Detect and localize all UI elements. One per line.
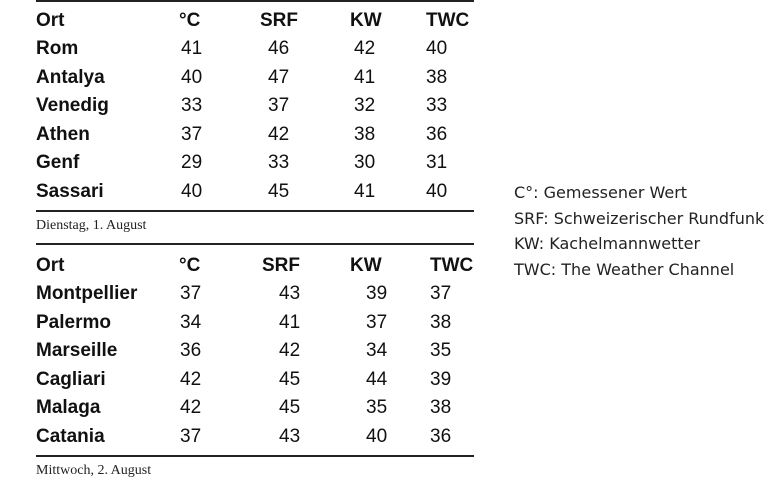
header-kw: KW bbox=[350, 255, 382, 276]
cell-ort: Cagliari bbox=[36, 368, 106, 390]
table-row bbox=[36, 178, 474, 206]
table-row bbox=[36, 121, 474, 149]
header-kw: KW bbox=[350, 10, 382, 31]
cell-ort: Montpellier bbox=[36, 283, 138, 304]
cell-celsius: 37 bbox=[180, 425, 202, 447]
cell-twc: 38 bbox=[426, 66, 448, 88]
cell-srf: 45 bbox=[279, 397, 301, 418]
cell-srf: 33 bbox=[268, 152, 290, 173]
table-row bbox=[36, 92, 474, 120]
table-row bbox=[36, 309, 474, 337]
cell-twc: 36 bbox=[426, 123, 448, 145]
cell-ort: Antalya bbox=[36, 66, 105, 88]
cell-celsius: 41 bbox=[181, 38, 203, 59]
cell-celsius: 33 bbox=[181, 95, 203, 116]
cell-ort: Catania bbox=[36, 425, 105, 447]
cell-ort: Malaga bbox=[36, 397, 101, 418]
cell-kw: 40 bbox=[366, 425, 388, 447]
cell-celsius: 29 bbox=[181, 152, 203, 173]
cell-ort: Genf bbox=[36, 152, 80, 173]
table-header bbox=[36, 252, 474, 280]
cell-srf: 43 bbox=[279, 283, 301, 304]
table-row bbox=[36, 64, 474, 92]
table-caption: Dienstag, 1. August bbox=[36, 218, 147, 233]
cell-srf: 43 bbox=[279, 425, 301, 447]
cell-kw: 39 bbox=[366, 283, 388, 304]
table-row bbox=[36, 35, 474, 63]
cell-twc: 33 bbox=[426, 95, 448, 116]
cell-srf: 42 bbox=[268, 123, 290, 145]
cell-ort: Venedig bbox=[36, 95, 109, 116]
cell-srf: 37 bbox=[268, 95, 290, 116]
cell-kw: 42 bbox=[354, 38, 376, 59]
header-ort: Ort bbox=[36, 255, 65, 276]
header-celsius: °C bbox=[179, 255, 201, 276]
table-row bbox=[36, 394, 474, 422]
header-celsius: °C bbox=[179, 10, 201, 31]
cell-celsius: 40 bbox=[181, 180, 203, 202]
cell-ort: Marseille bbox=[36, 340, 118, 361]
cell-kw: 35 bbox=[366, 397, 388, 418]
header-twc: TWC bbox=[426, 10, 470, 31]
cell-twc: 38 bbox=[430, 397, 452, 418]
header-ort: Ort bbox=[36, 10, 65, 31]
table-row bbox=[36, 366, 474, 394]
cell-kw: 30 bbox=[354, 152, 376, 173]
cell-srf: 47 bbox=[268, 66, 290, 88]
cell-celsius: 37 bbox=[180, 283, 202, 304]
cell-srf: 42 bbox=[279, 340, 301, 361]
legend-twc: TWC: The Weather Channel bbox=[514, 259, 735, 279]
legend-celsius: C°: Gemessener Wert bbox=[514, 183, 688, 202]
header-twc: TWC bbox=[430, 255, 474, 276]
table-row bbox=[36, 423, 474, 451]
header-srf: SRF bbox=[260, 10, 298, 31]
table-header bbox=[36, 7, 474, 35]
table-row bbox=[36, 337, 474, 365]
cell-kw: 41 bbox=[354, 180, 376, 202]
cell-ort: Rom bbox=[36, 38, 79, 59]
legend-kw: KW: Kachelmannwetter bbox=[514, 234, 701, 253]
cell-ort: Palermo bbox=[36, 311, 111, 333]
table-top-rule bbox=[36, 243, 474, 245]
cell-twc: 37 bbox=[430, 283, 452, 304]
cell-celsius: 42 bbox=[180, 397, 202, 418]
cell-twc: 36 bbox=[430, 425, 452, 447]
legend-srf: SRF: Schweizerischer Rundfunk bbox=[514, 208, 765, 228]
cell-srf: 46 bbox=[268, 38, 290, 59]
cell-kw: 37 bbox=[366, 311, 388, 333]
cell-twc: 40 bbox=[426, 38, 448, 59]
header-srf: SRF bbox=[262, 255, 300, 276]
cell-celsius: 34 bbox=[180, 311, 202, 333]
legend bbox=[514, 180, 764, 282]
cell-celsius: 42 bbox=[180, 368, 202, 390]
cell-celsius: 40 bbox=[181, 66, 203, 88]
cell-twc: 39 bbox=[430, 368, 452, 390]
cell-srf: 45 bbox=[279, 368, 301, 390]
cell-ort: Sassari bbox=[36, 180, 104, 202]
cell-celsius: 36 bbox=[180, 340, 202, 361]
cell-twc: 31 bbox=[426, 152, 448, 173]
table-caption: Mittwoch, 2. August bbox=[36, 463, 152, 478]
cell-srf: 45 bbox=[268, 180, 290, 202]
cell-kw: 32 bbox=[354, 95, 376, 116]
table-bottom-rule bbox=[36, 210, 474, 212]
cell-srf: 41 bbox=[279, 311, 301, 333]
cell-kw: 34 bbox=[366, 340, 388, 361]
cell-celsius: 37 bbox=[181, 123, 203, 145]
cell-twc: 40 bbox=[426, 180, 448, 202]
cell-kw: 41 bbox=[354, 66, 376, 88]
cell-twc: 38 bbox=[430, 311, 452, 333]
cell-twc: 35 bbox=[430, 340, 452, 361]
table-row bbox=[36, 280, 474, 308]
cell-kw: 44 bbox=[366, 368, 388, 390]
cell-kw: 38 bbox=[354, 123, 376, 145]
table-row bbox=[36, 149, 474, 177]
table-bottom-rule bbox=[36, 455, 474, 457]
cell-ort: Athen bbox=[36, 123, 90, 145]
table-top-rule bbox=[36, 0, 474, 2]
